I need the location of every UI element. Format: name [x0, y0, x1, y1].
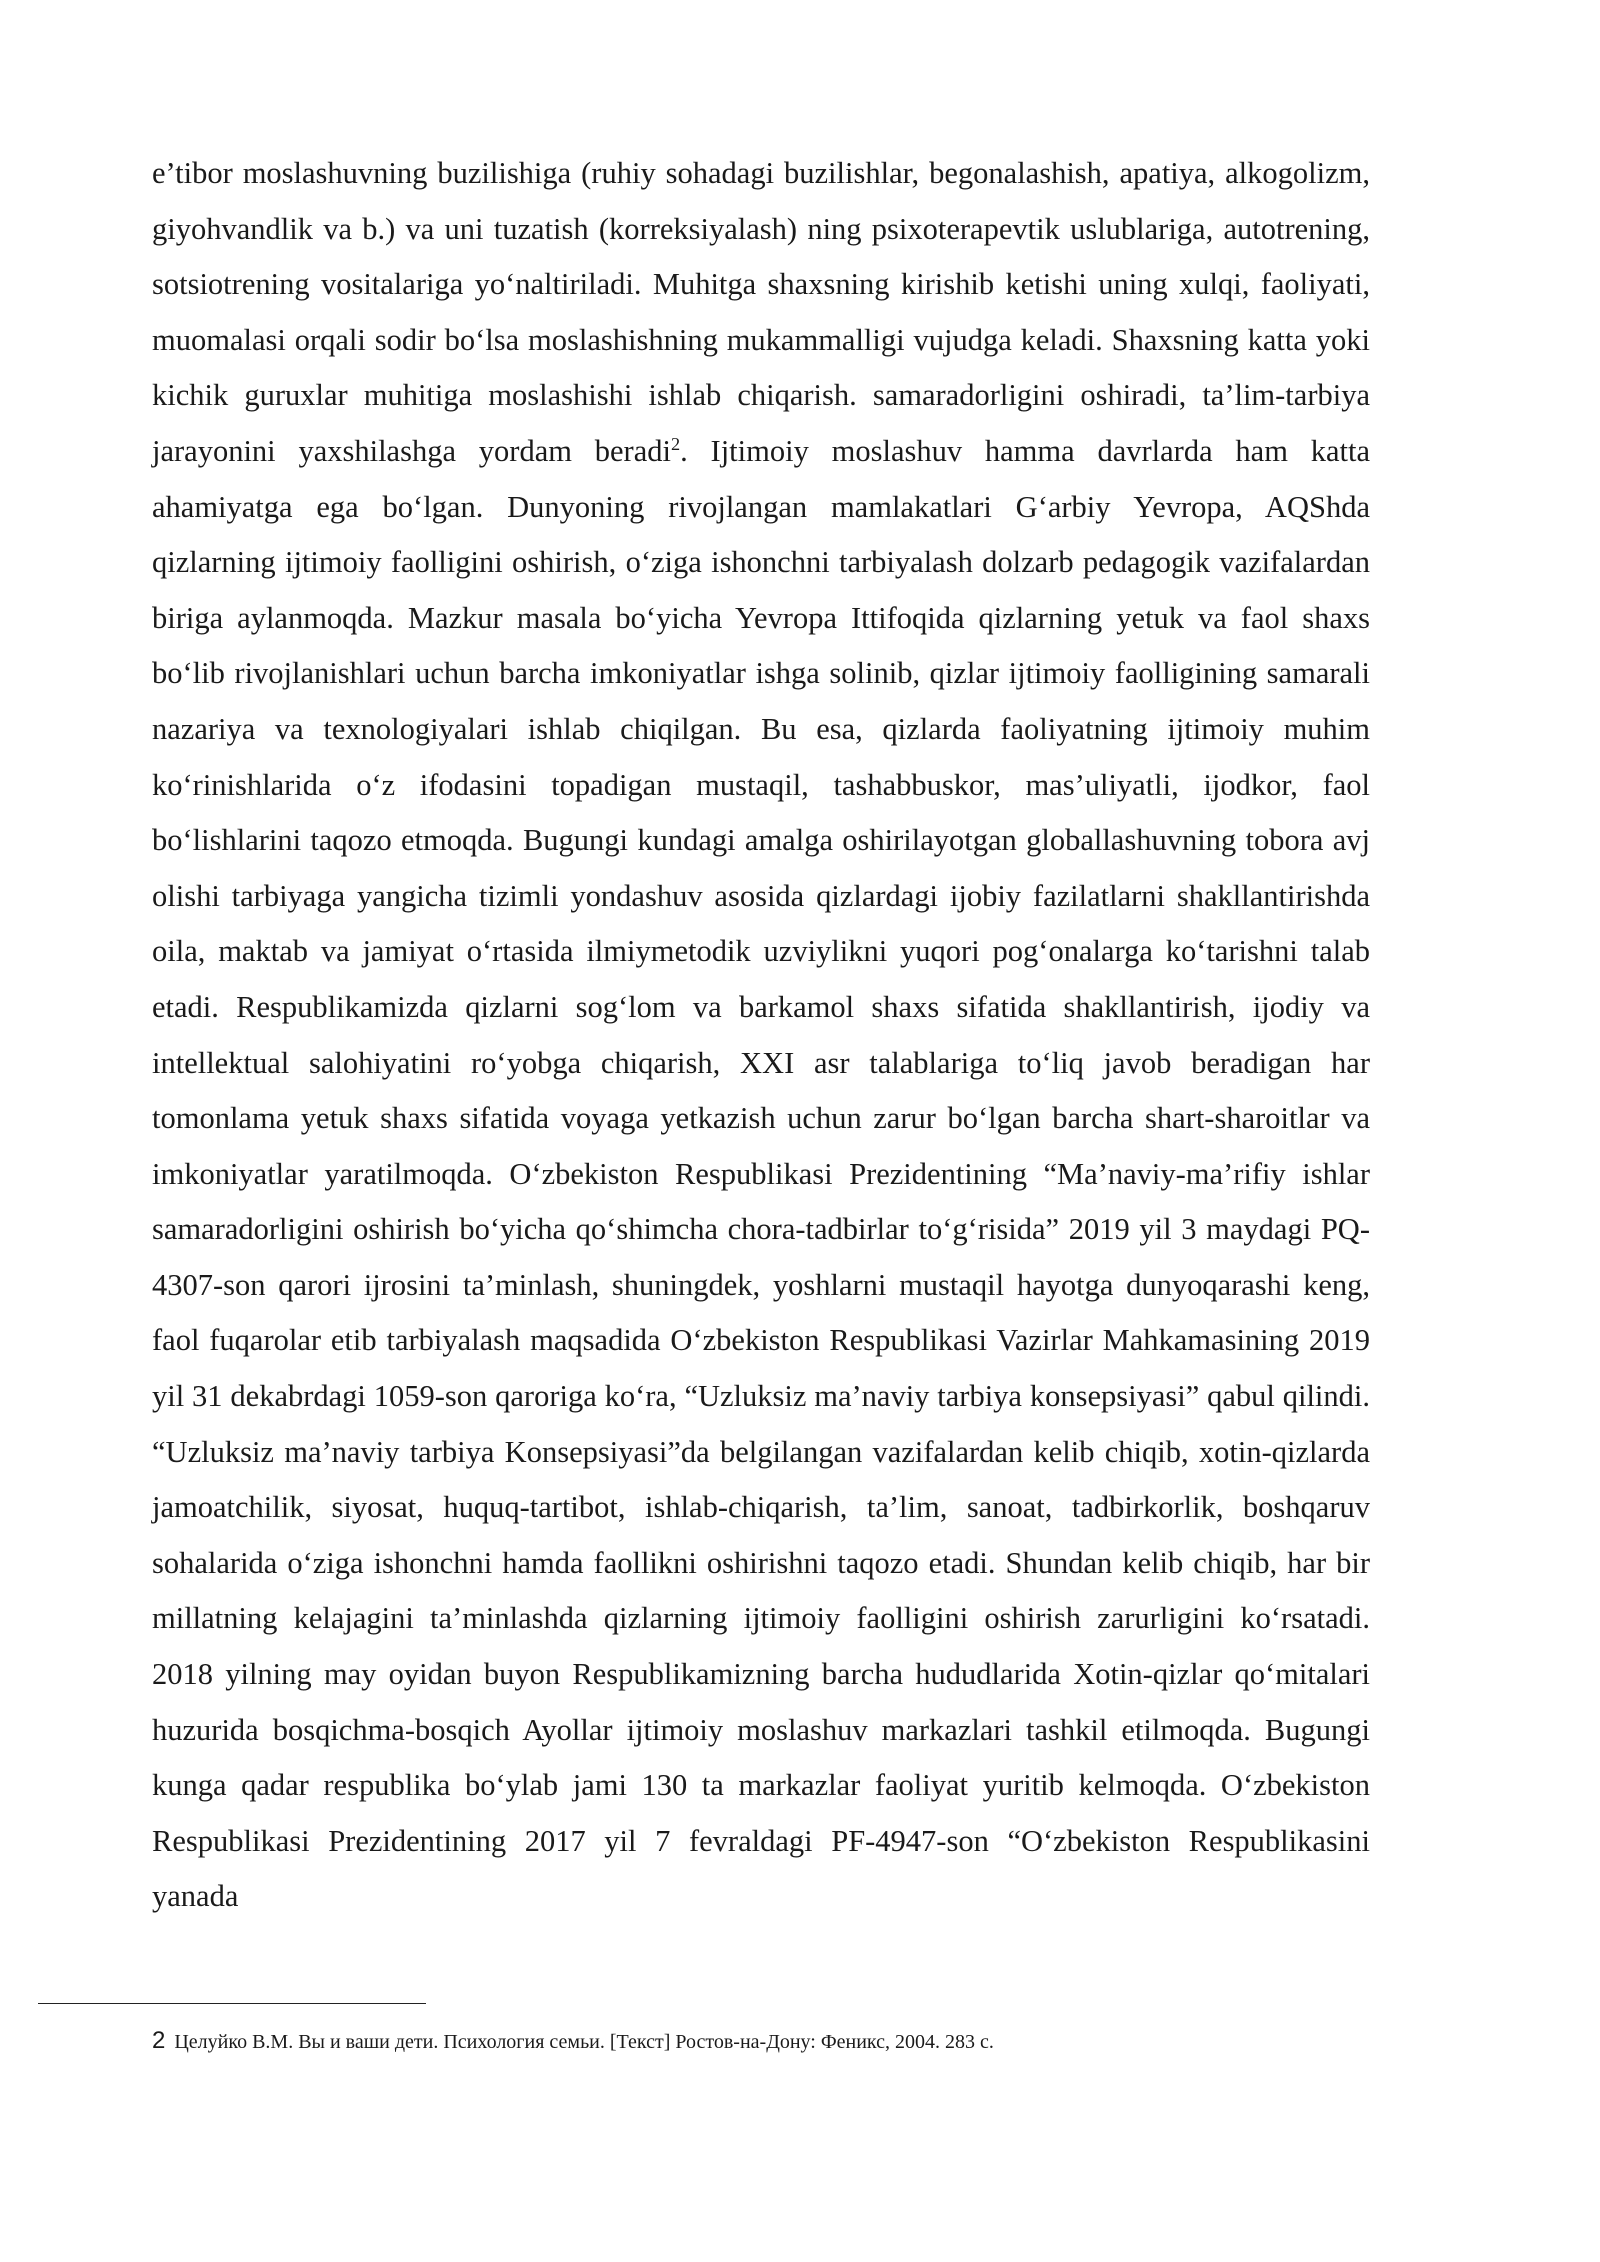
body-paragraph: [152, 146, 1370, 1925]
body-text-after-footnote-ref: . Ijtimoiy moslashuv hamma davrlarda ham katta ahamiyatga ega bo‘lgan. Dunyoning rivojlangan mamlakatlari G‘arbiy Yevropa, AQShda qizlarning ijtimoiy faolligini oshirish, o‘ziga ishonchni tarbiyalash dolzarb pedagogik vazifalardan biriga aylanmoqda. Mazkur masala bo‘yicha Yevropa Ittifoqida qizlarning yetuk va faol shaxs bo‘lib rivojlanishlari uchun barcha imkoniyatlar ishga solinib, qizlar ijtimoiy faolligining samarali nazariya va texnologiyalari ishlab chiqilgan. Bu esa, qizlarda faoliyatning ijtimoiy muhim ko‘rinishlarida o‘z ifodasini topadigan mustaqil, tashabbuskor, mas’uliyatli, ijodkor, faol bo‘lishlarini taqozo etmoqda. Bugungi kundagi amalga oshirilayotgan globallashuvning tobora avj olishi tarbiyaga yangicha tizimli yondashuv asosida qizlardagi ijobiy fazilatlarni shakllantirishda oila, maktab va jamiyat o‘rtasida ilmiymetodik uzviylikni yuqori pog‘onalarga ko‘tarishni talab etadi. Respublikamizda qizlarni sog‘lom va barkamol shaxs sifatida shakllantirish, ijodiy va intellektual salohiyatini ro‘yobga chiqarish, XXI asr talablariga to‘liq javob beradigan har tomonlama yetuk shaxs sifatida voyaga yetkazish uchun zarur bo‘lgan barcha shart-sharoitlar va imkoniyatlar yaratilmoqda. O‘zbekiston Respublikasi Prezidentining “Ma’naviy-ma’rifiy ishlar samaradorligini oshirish bo‘yicha qo‘shimcha chora-tadbirlar to‘g‘risida” 2019 yil 3 maydagi PQ-4307-son qarori ijrosini ta’minlash, shuningdek, yoshlarni mustaqil hayotga dunyoqarashi keng, faol fuqarolar etib tarbiyalash maqsadida O‘zbekiston Respublikasi Vazirlar Mahkamasining 2019 yil 31 dekabrdagi 1059-son qaroriga ko‘ra, “Uzluksiz ma’naviy tarbiya konsepsiyasi” qabul qilindi. “Uzluksiz ma’naviy tarbiya Konsepsiyasi”da belgilangan vazifalardan kelib chiqib, xotin-qizlarda jamoatchilik, siyosat, huquq-tartibot, ishlab-chiqarish, ta’lim, sanoat, tadbirkorlik, boshqaruv sohalarida o‘ziga ishonchni hamda faollikni oshirishni taqozo etadi. Shundan kelib chiqib, har bir millatning kelajagini ta’minlashda qizlarning ijtimoiy faolligini oshirish zarurligini ko‘rsatadi. 2018 yilning may oyidan buyon Respublikamizning barcha hududlarida Xotin-qizlar qo‘mitalari huzurida bosqichma-bosqich Ayollar ijtimoiy moslashuv markazlari tashkil etilmoqda. Bugungi kunga qadar respublika bo‘ylab jami 130 ta markazlar faoliyat yuritib kelmoqda. O‘zbekiston Respublikasi Prezidentining 2017 yil 7 fevraldagi PF-4947-son “O‘zbekiston Respublikasini yanada: [152, 433, 1370, 1914]
footnote: [152, 2026, 1370, 2057]
footnote-separator: [38, 2003, 426, 2004]
footnote-reference: 2: [670, 433, 681, 454]
footnote-number: 2: [152, 2027, 166, 2054]
body-text-before-footnote-ref: e’tibor moslashuvning buzilishiga (ruhiy sohadagi buzilishlar, begonalashish, apatiya, alkogolizm, giyohvandlik va b.) va uni tuzatish (korreksiyalash) ning psixoterapevtik uslublariga, autotrening, sotsiotrening vositalariga yo‘naltiriladi. Muhitga shaxsning kirishib ketishi uning xulqi, faoliyati, muomalasi orqali sodir bo‘lsa moslashishning mukammalligi vujudga keladi. Shaxsning katta yoki kichik guruxlar muhitiga moslashishi ishlab chiqarish. samaradorligini oshiradi, ta’lim-tarbiya jarayonini yaxshilashga yordam beradi: [152, 156, 1370, 468]
footnote-text: Целуйко В.М. Вы и ваши дети. Психология семьи. [Текст] Ростов-на-Дону: Феникс, 2004. 283 с.: [174, 2031, 994, 2053]
